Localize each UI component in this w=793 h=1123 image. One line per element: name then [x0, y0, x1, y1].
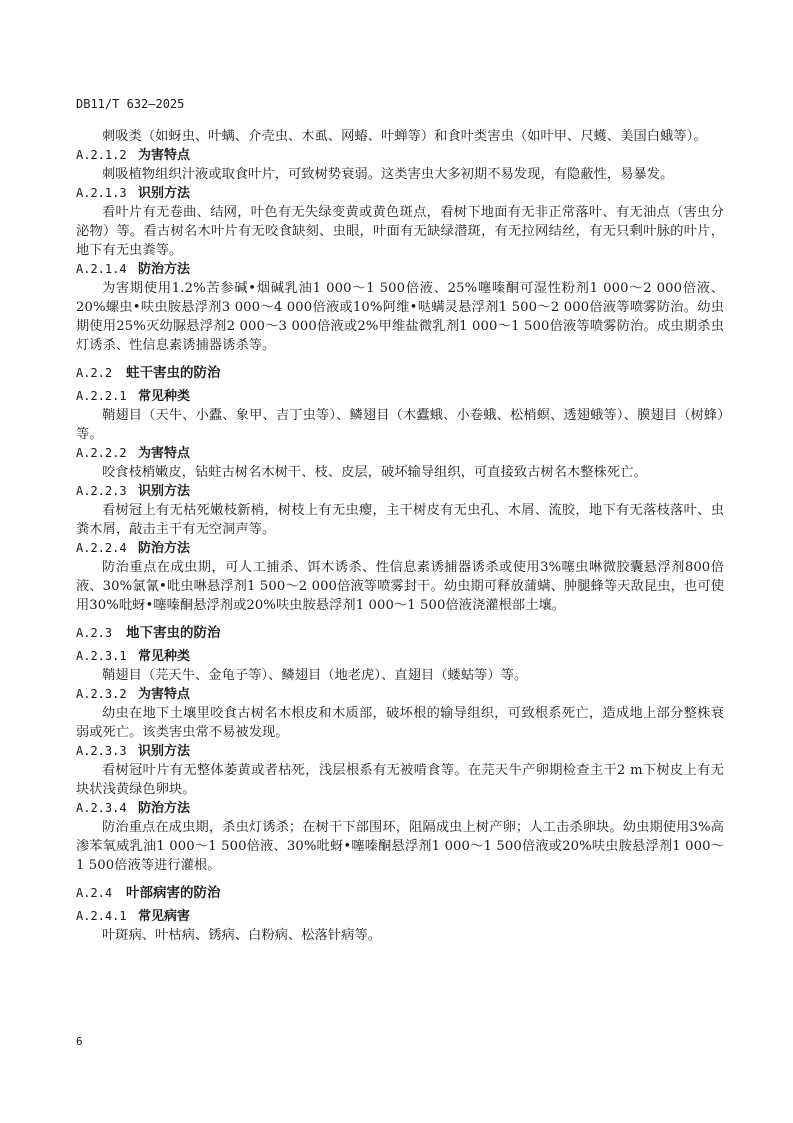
paragraph: 咬食枝梢嫩皮，钻蛀古树名木树干、枝、皮层，破坏输导组织，可直接致古树名木整株死亡。 — [102, 465, 647, 480]
clause-number: A.2.2.4 — [76, 541, 127, 555]
paragraph: 叶斑病、叶枯病、锈病、白粉病、松落针病等。 — [102, 928, 382, 943]
clause-title: 常见病害 — [138, 909, 191, 924]
document-body — [76, 127, 724, 945]
paragraph: 防治重点在成虫期，可人工捕杀、饵木诱杀、性信息素诱捕器诱杀或使用3%噻虫啉微胶囊悬浮剂800倍液、30%氯氰•吡虫啉悬浮剂1 500～2 000倍液等喷雾封干。幼虫期可释放蒲螨、肿腿蜂等天敌昆虫，也可使用30%吡蚜•噻嗪酮悬浮剂或20%呋虫胺悬浮剂1 000～1 500倍液浇灌根部土壤。 — [76, 560, 724, 613]
clause-title: 防治方法 — [138, 541, 191, 556]
subsection-heading — [76, 907, 724, 926]
clause-number: A.2.3 — [76, 626, 113, 640]
clause-title: 识别方法 — [138, 186, 191, 201]
clause-title: 地下害虫的防治 — [126, 625, 221, 641]
clause-number: A.2.3.4 — [76, 801, 127, 815]
subsection-heading — [76, 146, 724, 165]
clause-title: 防治方法 — [138, 262, 191, 277]
paragraph: 鞘翅目（芫天牛、金龟子等）、鳞翅目（地老虎）、直翅目（蝼蛄等）等。 — [102, 668, 528, 683]
clause-number: A.2.4.1 — [76, 909, 127, 923]
subsection-heading — [76, 260, 724, 279]
clause-title: 为害特点 — [138, 446, 191, 461]
clause-title: 为害特点 — [138, 687, 191, 702]
clause-number: A.2.4 — [76, 886, 113, 900]
document-header: DB11/T 632—2025 — [76, 97, 185, 111]
paragraph: 看树冠上有无枯死嫩枝新梢，树枝上有无虫瘿，主干树皮有无虫孔、木屑、流胶，地下有无落枝落叶、虫粪木屑，敲击主干有无空洞声等。 — [76, 503, 724, 537]
subsection-heading — [76, 647, 724, 666]
clause-number: A.2.1.2 — [76, 148, 127, 162]
section-heading — [76, 363, 724, 383]
section-heading — [76, 883, 724, 903]
subsection-heading — [76, 799, 724, 818]
subsection-heading — [76, 685, 724, 704]
clause-number: A.2.2 — [76, 366, 113, 380]
clause-number: A.2.3.3 — [76, 744, 127, 758]
paragraph: 刺吸类（如蚜虫、叶螨、介壳虫、木虱、网蝽、叶蝉等）和食叶类害虫（如叶甲、尺蠖、美国白蛾等）。 — [102, 129, 707, 144]
clause-title: 识别方法 — [138, 484, 191, 499]
section-heading — [76, 623, 724, 643]
clause-number: A.2.2.1 — [76, 389, 127, 403]
clause-number: A.2.1.4 — [76, 262, 127, 276]
clause-number: A.2.3.2 — [76, 687, 127, 701]
paragraph: 防治重点在成虫期，杀虫灯诱杀；在树干下部围环，阻隔成虫上树产卵；人工击杀卵块。幼虫期使用3%高渗苯氧威乳油1 000～1 500倍液、30%吡蚜•噻嗪酮悬浮剂1 000～1 500倍液或20%呋虫胺悬浮剂1 000～1 500倍液等进行灌根。 — [76, 820, 724, 873]
clause-number: A.2.3.1 — [76, 649, 127, 663]
paragraph: 幼虫在地下土壤里咬食古树名木根皮和木质部，破坏根的输导组织，可致根系死亡，造成地上部分整株衰弱或死亡。该类害虫常不易被发现。 — [76, 706, 724, 740]
clause-title: 识别方法 — [138, 744, 191, 759]
clause-title: 常见种类 — [138, 389, 191, 404]
clause-number: A.2.2.2 — [76, 446, 127, 460]
paragraph: 看树冠叶片有无整体萎黄或者枯死，浅层根系有无被啃食等。在芫天牛产卵期检查主干2 m下树皮上有无块状浅黄绿色卵块。 — [76, 763, 724, 797]
subsection-heading — [76, 444, 724, 463]
paragraph: 看叶片有无卷曲、结网，叶色有无失绿变黄或黄色斑点，看树下地面有无非正常落叶、有无油点（害虫分泌物）等。看古树名木叶片有无咬食缺刻、虫眼，叶面有无缺绿潜斑，有无拉网结丝，有无只剩叶脉的叶片，地下有无虫粪等。 — [76, 205, 724, 258]
clause-title: 叶部病害的防治 — [126, 885, 221, 901]
subsection-heading — [76, 482, 724, 501]
subsection-heading — [76, 184, 724, 203]
subsection-heading — [76, 742, 724, 761]
subsection-heading — [76, 387, 724, 406]
clause-number: A.2.2.3 — [76, 484, 127, 498]
clause-title: 防治方法 — [138, 801, 191, 816]
paragraph: 鞘翅目（天牛、小蠹、象甲、吉丁虫等）、鳞翅目（木蠹蛾、小卷蛾、松梢螟、透翅蛾等）、膜翅目（树蜂）等。 — [76, 408, 724, 442]
clause-title: 蛀干害虫的防治 — [126, 365, 221, 381]
subsection-heading — [76, 539, 724, 558]
page-number: 6 — [76, 1035, 83, 1048]
clause-title: 常见种类 — [138, 649, 191, 664]
clause-title: 为害特点 — [138, 148, 191, 163]
clause-number: A.2.1.3 — [76, 186, 127, 200]
paragraph: 为害期使用1.2%苦参碱•烟碱乳油1 000～1 500倍液、25%噻嗪酮可湿性粉剂1 000～2 000倍液、20%螺虫•呋虫胺悬浮剂3 000～4 000倍液或10%阿维•哒螨灵悬浮剂1 500～2 000倍液等喷雾防治。幼虫期使用25%灭幼脲悬浮剂2 000～3 000倍液或2%甲维盐微乳剂1 000～1 500倍液等喷雾防治。成虫期杀虫灯诱杀、性信息素诱捕器诱杀等。 — [76, 281, 724, 353]
paragraph: 刺吸植物组织汁液或取食叶片，可致树势衰弱。这类害虫大多初期不易发现，有隐蔽性，易暴发。 — [102, 167, 674, 182]
